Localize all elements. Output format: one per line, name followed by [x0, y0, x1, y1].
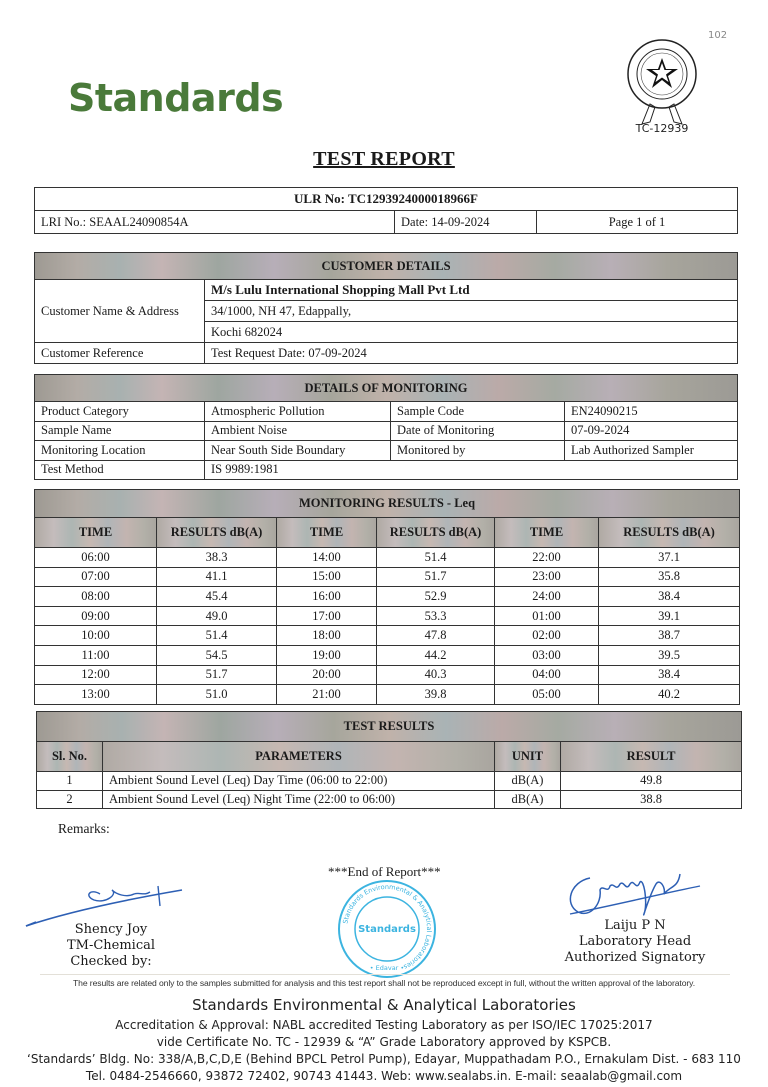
- signatory-designation: TM-Chemical: [66, 938, 156, 953]
- result-cell: 38.7: [599, 626, 740, 646]
- result-cell: 35.8: [599, 567, 740, 587]
- time-cell: 05:00: [495, 685, 599, 705]
- time-cell: 04:00: [495, 665, 599, 685]
- remarks-label: Remarks:: [58, 821, 110, 836]
- result-cell: 39.5: [599, 645, 740, 665]
- result-cell: 40.2: [599, 685, 740, 705]
- monitoring-row: [35, 441, 738, 461]
- result-cell: 47.8: [377, 626, 495, 646]
- signatory-role: Authorized Signatory: [564, 950, 706, 965]
- footer-divider: [40, 974, 730, 975]
- field-value: 07-09-2024: [565, 421, 738, 441]
- monitoring-results-table: [34, 489, 740, 705]
- monitoring-row: [35, 402, 738, 422]
- sl-number: 1: [37, 772, 103, 791]
- test-results-heading: TEST RESULTS: [37, 712, 742, 742]
- lab-stamp-icon: [336, 878, 438, 980]
- signature-right-icon: [560, 864, 710, 924]
- time-cell: 20:00: [277, 665, 377, 685]
- contact-line: Tel. 0484-2546660, 93872 72402, 90743 41443. Web: www.sealabs.in. E-mail: seaalab@gmail.com: [85, 1069, 683, 1083]
- handwritten-note: 102: [708, 30, 728, 41]
- test-results-table: [36, 711, 742, 809]
- result-cell: 49.0: [157, 606, 277, 626]
- signatory-designation: Laboratory Head: [578, 934, 692, 949]
- stamp-center-text: Standards: [358, 924, 416, 935]
- time-cell: 21:00: [277, 685, 377, 705]
- monitoring-row: [35, 421, 738, 441]
- customer-reference-label: Customer Reference: [35, 343, 205, 364]
- customer-address-line1: 34/1000, NH 47, Edappally,: [205, 301, 738, 322]
- time-cell: 02:00: [495, 626, 599, 646]
- field-label: Sample Name: [35, 421, 205, 441]
- time-cell: 19:00: [277, 645, 377, 665]
- stamp-ring-text: Standards Environmental & Analytical Laboratories: [341, 882, 434, 972]
- signatory-name: Shency Joy: [74, 922, 148, 937]
- field-value: Atmospheric Pollution: [205, 402, 391, 422]
- time-cell: 15:00: [277, 567, 377, 587]
- result-cell: 38.3: [157, 548, 277, 568]
- result-cell: 39.1: [599, 606, 740, 626]
- lri-number: LRI No.: SEAAL24090854A: [35, 211, 395, 234]
- result-cell: 51.4: [377, 548, 495, 568]
- result-cell: 41.1: [157, 567, 277, 587]
- time-cell: 22:00: [495, 548, 599, 568]
- time-cell: 01:00: [495, 606, 599, 626]
- field-value: Near South Side Boundary: [205, 441, 391, 461]
- time-cell: 16:00: [277, 587, 377, 607]
- unit: dB(A): [495, 790, 561, 809]
- column-header-time: TIME: [35, 518, 157, 548]
- column-header-unit: UNIT: [495, 742, 561, 772]
- customer-reference-value: Test Request Date: 07-09-2024: [205, 343, 738, 364]
- time-cell: 08:00: [35, 587, 157, 607]
- result-cell: 51.0: [157, 685, 277, 705]
- result-cell: 44.2: [377, 645, 495, 665]
- result-cell: 51.7: [377, 567, 495, 587]
- monitoring-results-heading: MONITORING RESULTS - Leq: [35, 490, 740, 518]
- lab-name: Standards Environmental & Analytical Laboratories: [192, 996, 576, 1014]
- customer-details-table: [34, 252, 738, 364]
- column-header-result: RESULT: [561, 742, 742, 772]
- customer-address-line2: Kochi 682024: [205, 322, 738, 343]
- test-method-label: Test Method: [35, 460, 205, 480]
- time-cell: 18:00: [277, 626, 377, 646]
- column-header-result: RESULTS dB(A): [157, 518, 277, 548]
- result: 38.8: [561, 790, 742, 809]
- customer-name: M/s Lulu International Shopping Mall Pvt Ltd: [205, 280, 738, 301]
- time-cell: 09:00: [35, 606, 157, 626]
- time-cell: 07:00: [35, 567, 157, 587]
- time-cell: 12:00: [35, 665, 157, 685]
- time-cell: 17:00: [277, 606, 377, 626]
- unit: dB(A): [495, 772, 561, 791]
- time-cell: 10:00: [35, 626, 157, 646]
- table-row: [35, 626, 740, 646]
- monitoring-details-table: [34, 374, 738, 480]
- result-cell: 52.9: [377, 587, 495, 607]
- time-cell: 03:00: [495, 645, 599, 665]
- field-value: Ambient Noise: [205, 421, 391, 441]
- result-cell: 53.3: [377, 606, 495, 626]
- result-cell: 39.8: [377, 685, 495, 705]
- ulr-number: ULR No: TC1293924000018966F: [35, 188, 738, 211]
- customer-name-label: Customer Name & Address: [35, 280, 205, 343]
- field-label: Monitoring Location: [35, 441, 205, 461]
- field-label: Product Category: [35, 402, 205, 422]
- accreditation-line: Accreditation & Approval: NABL accredited Testing Laboratory as per ISO/IEC 17025:2017: [115, 1018, 653, 1032]
- result-cell: 38.4: [599, 587, 740, 607]
- time-cell: 06:00: [35, 548, 157, 568]
- result-cell: 51.4: [157, 626, 277, 646]
- result-cell: 45.4: [157, 587, 277, 607]
- report-date: Date: 14-09-2024: [395, 211, 537, 234]
- table-row: [35, 587, 740, 607]
- signatory-left: [56, 922, 166, 970]
- column-header-result: RESULTS dB(A): [377, 518, 495, 548]
- table-row: [37, 790, 742, 809]
- table-row: [35, 645, 740, 665]
- table-row: [35, 685, 740, 705]
- column-header-result: RESULTS dB(A): [599, 518, 740, 548]
- result-cell: 37.1: [599, 548, 740, 568]
- field-value: EN24090215: [565, 402, 738, 422]
- parameter: Ambient Sound Level (Leq) Night Time (22:00 to 06:00): [103, 790, 495, 809]
- monitoring-row: [35, 460, 738, 480]
- table-row: [35, 548, 740, 568]
- stamp-bottom-text: • Edavar •: [369, 964, 405, 972]
- result: 49.8: [561, 772, 742, 791]
- address-line: ‘Standards’ Bldg. No: 338/A,B,C,D,E (Behind BPCL Petrol Pump), Edayar, Muppathadam P.O., Ernakulam Dist. - 683 110: [27, 1052, 741, 1066]
- field-label: Date of Monitoring: [391, 421, 565, 441]
- report-info-table: [34, 187, 738, 234]
- end-of-report: ***End of Report***: [328, 864, 441, 879]
- time-cell: 24:00: [495, 587, 599, 607]
- table-row: [35, 665, 740, 685]
- signatory-role: Checked by:: [70, 954, 152, 969]
- page-title: TEST REPORT: [313, 148, 455, 170]
- time-cell: 13:00: [35, 685, 157, 705]
- result-cell: 40.3: [377, 665, 495, 685]
- field-label: Monitored by: [391, 441, 565, 461]
- field-label: Sample Code: [391, 402, 565, 422]
- field-value: Lab Authorized Sampler: [565, 441, 738, 461]
- signatory-right: [560, 918, 710, 966]
- seal-code: TC-12939: [635, 122, 689, 135]
- monitoring-details-heading: DETAILS OF MONITORING: [35, 375, 738, 402]
- company-logo: Standards: [68, 76, 284, 120]
- table-row: [35, 567, 740, 587]
- test-method-value: IS 9989:1981: [205, 460, 738, 480]
- time-cell: 11:00: [35, 645, 157, 665]
- column-header-parameters: PARAMETERS: [103, 742, 495, 772]
- result-cell: 51.7: [157, 665, 277, 685]
- column-header-sl-no: Sl. No.: [37, 742, 103, 772]
- parameter: Ambient Sound Level (Leq) Day Time (06:00 to 22:00): [103, 772, 495, 791]
- result-cell: 54.5: [157, 645, 277, 665]
- time-cell: 23:00: [495, 567, 599, 587]
- customer-details-heading: CUSTOMER DETAILS: [35, 253, 738, 280]
- column-header-time: TIME: [495, 518, 599, 548]
- sl-number: 2: [37, 790, 103, 809]
- table-row: [37, 772, 742, 791]
- table-row: [35, 606, 740, 626]
- time-cell: 14:00: [277, 548, 377, 568]
- page-number: Page 1 of 1: [537, 211, 738, 234]
- disclaimer: The results are related only to the samples submitted for analysis and this test report shall not be reproduced except in full, without the written approval of the laboratory.: [73, 978, 695, 988]
- column-header-time: TIME: [277, 518, 377, 548]
- result-cell: 38.4: [599, 665, 740, 685]
- certificate-line: vide Certificate No. TC - 12939 & “A” Grade Laboratory approved by KSPCB.: [156, 1035, 612, 1049]
- signatory-name: Laiju P N: [604, 918, 666, 933]
